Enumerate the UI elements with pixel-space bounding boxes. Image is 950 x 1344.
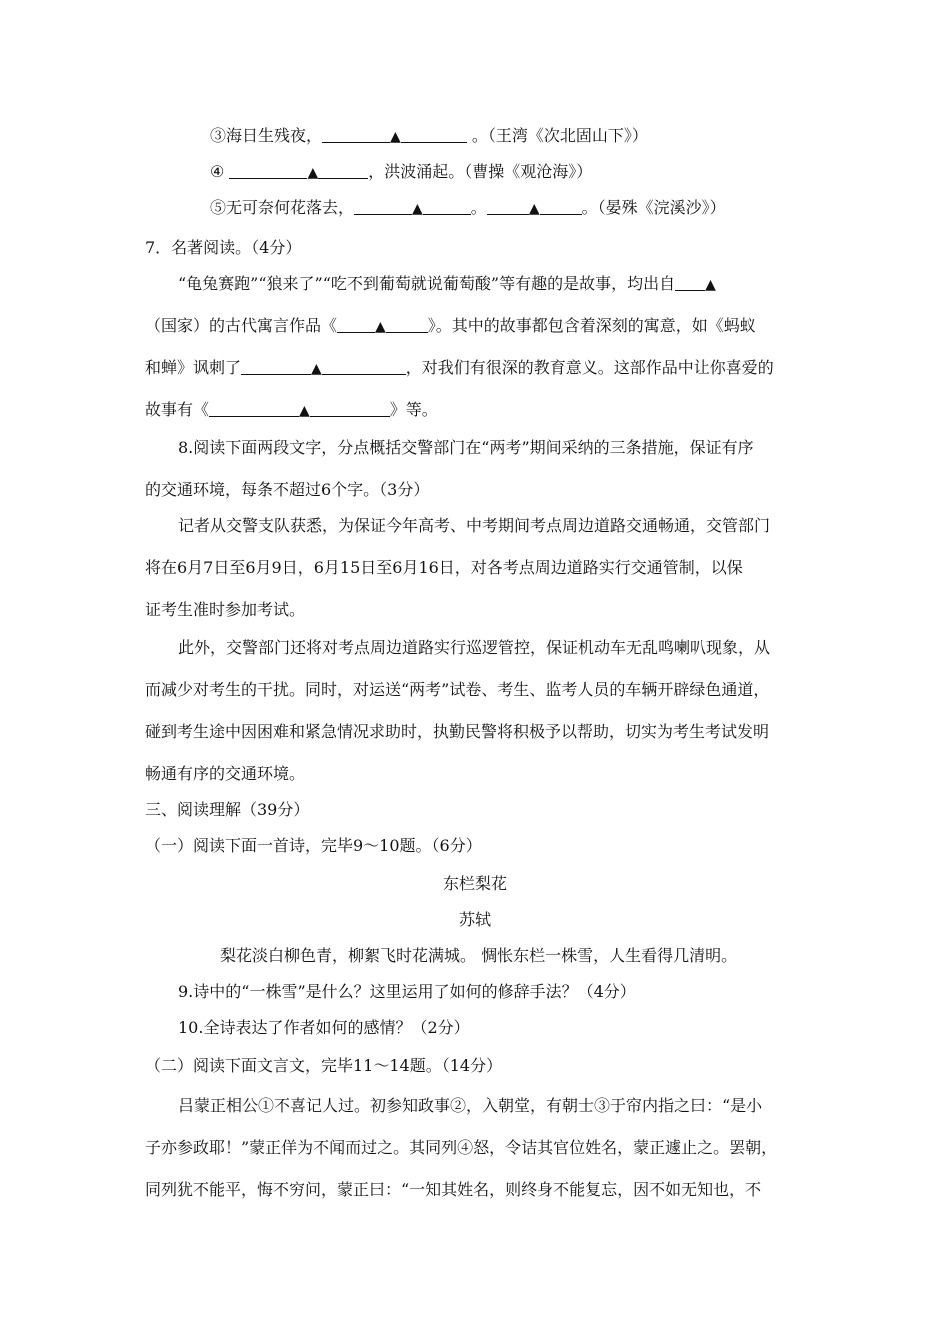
q8-para1-line-3: 证考生准时参加考试。 xyxy=(145,600,306,619)
q8-para2-line-4: 畅通有序的交通环境。 xyxy=(145,764,306,783)
answer-blank[interactable] xyxy=(310,400,390,417)
section-heading: 三、阅读理解（39分） xyxy=(145,800,310,819)
answer-blank[interactable] xyxy=(229,162,307,179)
classical-text-line-1: 吕蒙正相公①不喜记人过。初参知政事②，入朝堂，有朝士③于帘内指之曰：“是小 xyxy=(178,1096,763,1115)
answer-blank[interactable] xyxy=(318,162,368,179)
fill-text: ④ xyxy=(210,162,230,181)
q8-para2-line-1: 此外，交警部门还将对考点周边道路实行巡逻管控，保证机动车无乱鸣喇叭现象，从 xyxy=(178,638,771,657)
q7-line-2 xyxy=(145,314,756,339)
answer-blank[interactable] xyxy=(209,400,299,417)
answer-blank[interactable] xyxy=(354,198,412,215)
fill-line-4 xyxy=(210,160,592,185)
fill-text: ⑤无可奈何花落去， xyxy=(210,198,355,217)
q8-line-1: 8.阅读下面两段文字，分点概括交警部门在“两考”期间采纳的三条措施，保证有序 xyxy=(178,438,754,457)
answer-blank[interactable] xyxy=(322,358,406,375)
answer-blank[interactable] xyxy=(487,198,529,215)
fill-line-3 xyxy=(210,124,648,149)
blank-marker: ▲ xyxy=(705,277,716,293)
answer-blank[interactable] xyxy=(423,198,471,215)
answer-blank[interactable] xyxy=(540,198,582,215)
fill-text: 。（晏殊《浣溪沙》） xyxy=(581,198,726,217)
question-9: 9.诗中的“一株雪”是什么？这里运用了如何的修辞手法？（4分） xyxy=(178,982,636,1001)
blank-marker: ▲ xyxy=(311,361,322,377)
answer-blank[interactable] xyxy=(322,126,390,143)
q7-line-4 xyxy=(145,398,438,423)
q7-text: 故事有《 xyxy=(145,400,210,419)
blank-marker: ▲ xyxy=(412,201,423,217)
blank-marker: ▲ xyxy=(390,129,401,145)
q7-heading: 7．名著阅读。（4分） xyxy=(145,238,302,257)
q8-para2-line-3: 碰到考生途中因困难和紧急情况求助时，执勤民警将积极予以帮助，切实为考生考试发明 xyxy=(145,722,770,741)
answer-blank[interactable] xyxy=(241,358,311,375)
answer-blank[interactable] xyxy=(401,126,467,143)
q8-line-2: 的交通环境，每条不超过6个字。（3分） xyxy=(145,480,430,499)
q7-line-3 xyxy=(145,356,774,381)
q7-text: 》。其中的故事都包含着深刻的寓意，如《蚂蚁 xyxy=(427,316,756,335)
fill-text: ，洪波涌起。（曹操《观沧海》） xyxy=(368,162,593,181)
q7-text: ，对我们有很深的教育意义。这部作品中让你喜爱的 xyxy=(405,358,774,377)
q7-text: （国家）的古代寓言作品《 xyxy=(145,316,338,335)
poem-title: 东栏梨花 xyxy=(442,874,507,893)
blank-marker: ▲ xyxy=(307,165,319,181)
part2-heading: （二）阅读下面文言文，完毕11～14题。（14分） xyxy=(145,1056,503,1075)
blank-marker: ▲ xyxy=(299,403,310,419)
question-10: 10.全诗表达了作者如何的感情？（2分） xyxy=(178,1018,470,1037)
answer-blank[interactable] xyxy=(337,316,375,333)
fill-text: ③海日生残夜， xyxy=(210,126,323,145)
part1-heading: （一）阅读下面一首诗，完毕9～10题。（6分） xyxy=(145,836,482,855)
fill-line-5 xyxy=(210,196,726,221)
q7-text: 和蝉》讽刺了 xyxy=(145,358,242,377)
classical-text-line-2: 子亦参政耶！”蒙正佯为不闻而过之。其同列④怒，令诘其官位姓名，蒙正遽止之。罢朝， xyxy=(145,1138,778,1157)
poem-author: 苏轼 xyxy=(458,910,491,929)
answer-blank[interactable] xyxy=(386,316,428,333)
q7-line-1 xyxy=(178,272,716,297)
answer-blank[interactable] xyxy=(675,274,705,291)
blank-marker: ▲ xyxy=(528,201,540,217)
blank-marker: ▲ xyxy=(375,319,386,335)
q8-para2-line-2: 而减少对考生的干扰。同时，对运送“两考”试卷、考生、监考人员的车辆开辟绿色通道， xyxy=(145,680,770,699)
classical-text-line-3: 同列犹不能平，悔不穷问，蒙正曰：“一知其姓名，则终身不能复忘，因不如无知也，不 xyxy=(145,1180,762,1199)
q8-para1-line-1: 记者从交警支队获悉，为保证今年高考、中考期间考点周边道路交通畅通，交管部门 xyxy=(178,516,771,535)
q7-text: 》等。 xyxy=(389,400,438,419)
fill-text: 。（王湾《次北固山下》） xyxy=(466,126,648,145)
fill-text: 。 xyxy=(470,198,487,217)
poem-text: 梨花淡白柳色青，柳絮飞时花满城。 惆怅东栏一株雪，人生看得几清明。 xyxy=(220,946,738,965)
q7-text: “龟兔赛跑”“狼来了”“吃不到葡萄就说葡萄酸”等有趣的是故事，均出自 xyxy=(178,274,676,293)
q8-para1-line-2: 将在6月7日至6月9日，6月15日至6月16日，对各考点周边道路实行交通管制，以保 xyxy=(145,558,743,577)
